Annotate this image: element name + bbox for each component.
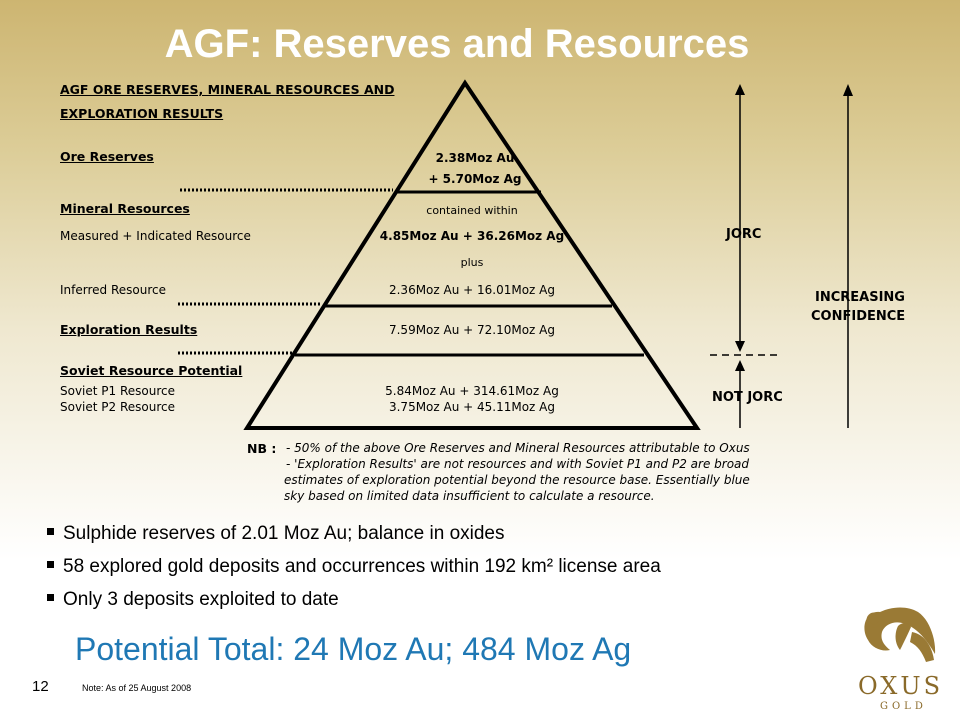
oxus-ram-emblem [864, 608, 935, 663]
mineral-resources-heading: Mineral Resources [60, 201, 190, 216]
diagram-header-line2: EXPLORATION RESULTS [60, 106, 224, 121]
confidence-label-line2: CONFIDENCE [811, 309, 906, 324]
nb-line-4: sky based on limited data insufficient to calculate a resource. [284, 489, 655, 503]
bullet-square-icon [47, 561, 54, 568]
bullet-text: 58 explored gold deposits and occurrences within 192 km² license area [63, 556, 661, 577]
soviet-p2-label: Soviet P2 Resource [60, 400, 176, 414]
ore-ag-value: + 5.70Moz Ag [428, 172, 522, 186]
jorc-arrow-down-head [735, 341, 745, 352]
soviet-potential-heading: Soviet Resource Potential [60, 363, 243, 378]
inferred-resource-label: Inferred Resource [60, 283, 166, 297]
not-jorc-label: NOT JORC [712, 390, 783, 405]
measured-indicated-value: 4.85Moz Au + 36.26Moz Ag [379, 229, 565, 243]
not-jorc-arrow-head [735, 360, 745, 371]
bullet-text: Sulphide reserves of 2.01 Moz Au; balance in oxides [63, 523, 505, 544]
logo-sub: GOLD [880, 701, 927, 712]
ore-reserves-heading: Ore Reserves [60, 149, 154, 164]
soviet-p1-label: Soviet P1 Resource [60, 384, 176, 398]
nb-line-2: - 'Exploration Results' are not resources and with Soviet P1 and P2 are broad [286, 457, 750, 471]
diagram-header-line1: AGF ORE RESERVES, MINERAL RESOURCES AND [60, 82, 395, 97]
soviet-p2-value: 3.75Moz Au + 45.11Moz Ag [388, 400, 555, 414]
page-number: 12 [32, 678, 49, 695]
soviet-p1-value: 5.84Moz Au + 314.61Moz Ag [385, 384, 559, 398]
jorc-label: JORC [726, 227, 762, 242]
bullet-square-icon [47, 528, 54, 535]
bullet-text: Only 3 deposits exploited to date [63, 589, 339, 610]
ore-au-value: 2.38Moz Au [435, 151, 515, 165]
logo-name: OXUS [858, 672, 944, 700]
exploration-results-heading: Exploration Results [60, 322, 198, 337]
confidence-label-line1: INCREASING [815, 290, 905, 305]
nb-line-3: estimates of exploration potential beyond the resource base. Essentially blue [284, 473, 750, 487]
slide-title: AGF: Reserves and Resources [164, 22, 750, 66]
contained-within-text: contained within [426, 204, 518, 217]
nb-line-1: - 50% of the above Ore Reserves and Mineral Resources attributable to Oxus [286, 441, 750, 455]
bullet-item [47, 556, 661, 578]
plus-text: plus [460, 256, 484, 269]
nb-label: NB : [247, 441, 277, 456]
exploration-value: 7.59Moz Au + 72.10Moz Ag [388, 323, 555, 337]
confidence-arrow-head [843, 84, 853, 96]
bullet-item [47, 589, 339, 611]
potential-total: Potential Total: 24 Moz Au; 484 Moz Ag [75, 631, 632, 667]
bullet-item [47, 523, 505, 545]
bullet-square-icon [47, 594, 54, 601]
footnote: Note: As of 25 August 2008 [82, 683, 192, 693]
measured-indicated-label: Measured + Indicated Resource [60, 229, 251, 243]
jorc-arrow-up-head [735, 84, 745, 95]
inferred-value: 2.36Moz Au + 16.01Moz Ag [388, 283, 555, 297]
